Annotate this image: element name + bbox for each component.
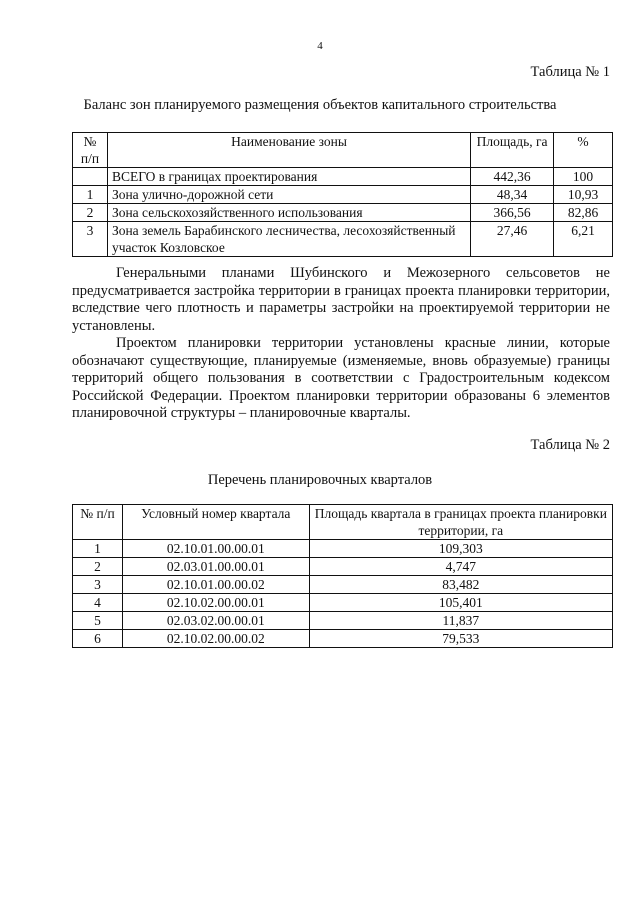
- row-number: 4: [73, 594, 123, 612]
- table-row: [73, 222, 613, 257]
- table-row: [73, 558, 613, 576]
- header-quarter-area: Площадь квартала в границах проекта планировки территории, га: [309, 505, 612, 540]
- row-number: [73, 168, 108, 186]
- table1-caption: Таблица № 1: [530, 64, 610, 80]
- table-row: [73, 186, 613, 204]
- zones-balance-table: [72, 132, 613, 257]
- zone-name: Зона сельскохозяйственного использования: [107, 204, 470, 222]
- planning-quarters-table: [72, 504, 613, 648]
- zone-name: Зона улично-дорожной сети: [107, 186, 470, 204]
- zone-area: 442,36: [471, 168, 554, 186]
- table-row: [73, 630, 613, 648]
- header-area: Площадь, га: [471, 133, 554, 168]
- quarter-id: 02.10.02.00.00.01: [122, 594, 309, 612]
- quarter-id: 02.03.01.00.00.01: [122, 558, 309, 576]
- paragraph-general-plans: Генеральными планами Шубинского и Межозерного сельсоветов не предусматривается застройка территории в границах проекта планировки территории, вследствие чего плотность и параметры застройки на проектируемой территории не установлены.: [72, 265, 610, 334]
- row-number: 5: [73, 612, 123, 630]
- zone-percent: 10,93: [554, 186, 613, 204]
- row-number: 3: [73, 576, 123, 594]
- table-header-row: [73, 133, 613, 168]
- zone-percent: 100: [554, 168, 613, 186]
- zone-name: Зона земель Барабинского лесничества, лесохозяйственный участок Козловское: [107, 222, 470, 257]
- table-header-row: [73, 505, 613, 540]
- row-number: 6: [73, 630, 123, 648]
- table-row: [73, 204, 613, 222]
- quarter-id: 02.03.02.00.00.01: [122, 612, 309, 630]
- header-number: № п/п: [73, 133, 108, 168]
- quarter-id: 02.10.01.00.00.02: [122, 576, 309, 594]
- paragraph-red-lines: Проектом планировки территории установлены красные линии, которые обозначают существующие, планируемые (изменяемые, вновь образуемые) границы территорий общего пользования в соответствии с Градостроительным кодексом Российской Федерации. Проектом планировки территории образованы 6 элементов планировочной структуры – планировочные кварталы.: [72, 335, 610, 421]
- zone-percent: 6,21: [554, 222, 613, 257]
- zone-area: 366,56: [471, 204, 554, 222]
- row-number: 3: [73, 222, 108, 257]
- table-row: [73, 612, 613, 630]
- row-number: 1: [73, 540, 123, 558]
- table-row: [73, 576, 613, 594]
- zone-area: 48,34: [471, 186, 554, 204]
- zone-name: ВСЕГО в границах проектирования: [107, 168, 470, 186]
- table1-title: Баланс зон планируемого размещения объектов капитального строительства: [83, 97, 557, 113]
- row-number: 2: [73, 204, 108, 222]
- table-row: [73, 540, 613, 558]
- table-row: [73, 168, 613, 186]
- header-quarter-id: Условный номер квартала: [122, 505, 309, 540]
- zone-percent: 82,86: [554, 204, 613, 222]
- header-percent: %: [554, 133, 613, 168]
- header-number: № п/п: [73, 505, 123, 540]
- table-row: [73, 594, 613, 612]
- header-zone-name: Наименование зоны: [107, 133, 470, 168]
- quarter-area: 4,747: [309, 558, 612, 576]
- quarter-area: 83,482: [309, 576, 612, 594]
- quarter-id: 02.10.02.00.00.02: [122, 630, 309, 648]
- table2-title: Перечень планировочных кварталов: [207, 472, 433, 488]
- row-number: 1: [73, 186, 108, 204]
- page-number: 4: [317, 40, 323, 52]
- quarter-area: 11,837: [309, 612, 612, 630]
- quarter-area: 79,533: [309, 630, 612, 648]
- quarter-area: 105,401: [309, 594, 612, 612]
- quarter-id: 02.10.01.00.00.01: [122, 540, 309, 558]
- table2-caption: Таблица № 2: [530, 437, 610, 453]
- row-number: 2: [73, 558, 123, 576]
- zone-area: 27,46: [471, 222, 554, 257]
- quarter-area: 109,303: [309, 540, 612, 558]
